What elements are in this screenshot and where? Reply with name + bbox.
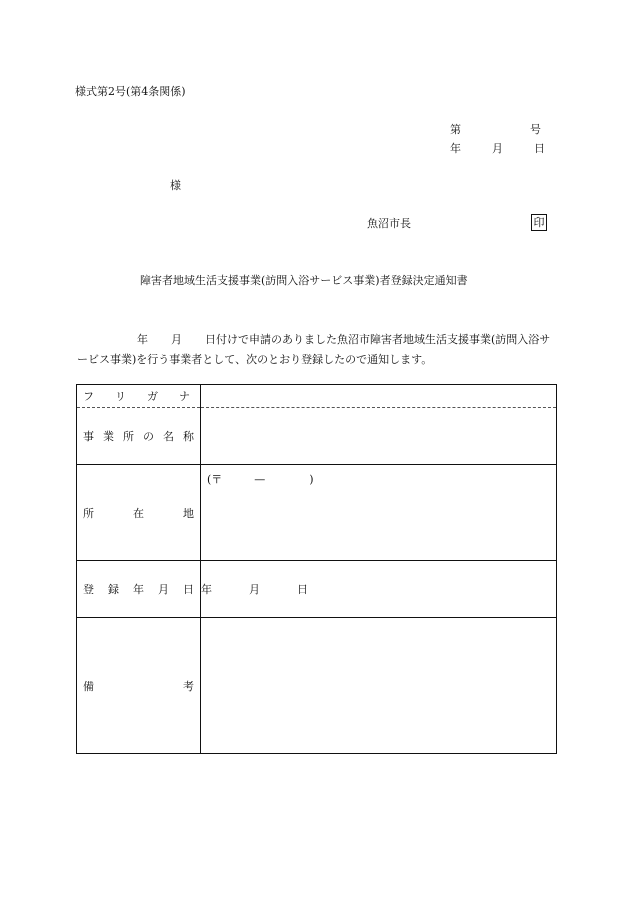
remarks-label: 備 考: [77, 618, 201, 754]
furigana-value[interactable]: [201, 385, 557, 408]
body-year: 年: [137, 333, 148, 346]
address-label: 所 在 地: [77, 465, 201, 561]
doc-number-suffix: 号: [530, 123, 541, 136]
postal-dash: —: [254, 473, 266, 486]
table-row: [77, 385, 557, 408]
registration-table: [76, 384, 557, 754]
document-date-line: [450, 142, 545, 156]
doc-number-prefix: 第: [450, 123, 461, 136]
table-row: [77, 465, 557, 561]
registration-date-label: 登 録 年 月 日: [77, 561, 201, 618]
furigana-label: フ リ ガ ナ: [77, 385, 201, 408]
notice-body: [77, 330, 559, 370]
postal-prefix: (〒: [207, 473, 223, 486]
issuer-title: 魚沼市長: [367, 217, 411, 230]
doc-date-month: 月: [492, 142, 503, 155]
address-value[interactable]: [201, 465, 557, 561]
seal-mark: 印: [531, 214, 547, 231]
body-text: 日付けで申請のありました魚沼市障害者地域生活支援事業(訪問入浴サービス事業)を行う事業者として、次のとおり登録したので通知します。: [77, 333, 551, 366]
document-title: 障害者地域生活支援事業(訪問入浴サービス事業)者登録決定通知書: [140, 274, 468, 287]
doc-date-year: 年: [450, 142, 461, 155]
postal-close: ): [309, 473, 314, 486]
form-number: 様式第2号(第4条関係): [75, 85, 186, 98]
table-row: [77, 408, 557, 465]
doc-date-day: 日: [534, 142, 545, 155]
remarks-value[interactable]: [201, 618, 557, 754]
office-name-label: 事 業 所 の 名 称: [77, 408, 201, 465]
document-number-line: [450, 123, 541, 137]
table-row: [77, 618, 557, 754]
office-name-value[interactable]: [201, 408, 557, 465]
registration-date-value[interactable]: 年 月 日: [201, 561, 557, 618]
body-month: 月: [171, 333, 182, 346]
addressee-suffix: 様: [170, 179, 181, 192]
table-row: [77, 561, 557, 618]
